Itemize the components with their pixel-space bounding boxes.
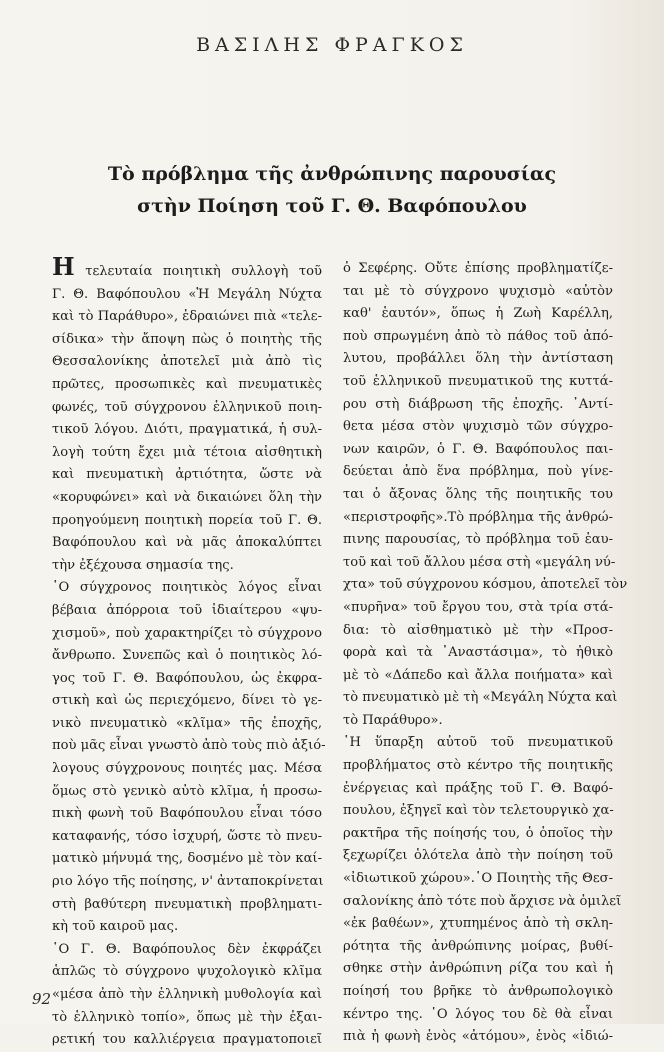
text-line: πρῶτες, προσωπικὲς καὶ πνευματικὲς bbox=[52, 376, 322, 392]
text-line: φορὰ καὶ τὰ ᾿Αναστάσιμα», τὸ ἠθικὸ bbox=[343, 645, 613, 661]
text-line: χισμοῦ», ποὺ χαρακτηρίζει τὸ σύγχρονο bbox=[52, 625, 322, 641]
article-title bbox=[60, 158, 604, 222]
text-line: ρακτῆρα τῆς ποίησής του, ὁ ὁποῖος τὴν bbox=[343, 825, 613, 841]
text-line: ματικὸ μήνυμά της, δοσμένο μὲ τὸν καί- bbox=[52, 851, 322, 867]
text-line: λογους σύγχρονους ποιητές μας. Μέσα bbox=[52, 761, 322, 777]
text-line: κὴ τοῦ καιροῦ μας. bbox=[52, 919, 179, 935]
text-line: φωνές, τοῦ σύγχρονου ἑλληνικοῦ ποιη- bbox=[52, 399, 322, 415]
text-line: «κορυφώνει» καὶ νὰ δικαιώνει ὅλη τὴν bbox=[52, 489, 322, 505]
text-line: Θεσσαλονίκης ἀποτελεῖ μιὰ ἀπὸ τὶς bbox=[52, 354, 322, 370]
text-line: πικὴ φωνὴ τοῦ Βαφόπουλου εἶναι τόσο bbox=[52, 806, 322, 822]
drop-cap: Η bbox=[52, 252, 75, 281]
text-line: ριο λόγο τῆς ποίησης, ν' ἀνταποκρίνεται bbox=[52, 874, 324, 890]
text-line: δια: τὸ αἰσθηματικὸ μὲ τὴν «Προσ- bbox=[343, 622, 613, 638]
text-line-content: τελευταία ποιητικὴ συλλογὴ τοῦ bbox=[74, 264, 322, 279]
text-line: ῾Ο σύγχρονος ποιητικὸς λόγος εἶναι bbox=[52, 580, 322, 596]
text-line: ποίησή του βρῆκε τὸ ἀνθρωπολογικὸ bbox=[343, 984, 613, 999]
text-line: Γ. Θ. Βαφόπουλου «Ἡ Μεγάλη Νύχτα bbox=[52, 286, 322, 302]
text-line: ρότητα τῆς ἀνθρώπινης μοίρας, βυθί- bbox=[343, 938, 613, 954]
left-text-column bbox=[52, 252, 326, 1052]
text-line: ποὺ σπρωγμένη ἀπὸ τὸ πάθος τοῦ ἀπό- bbox=[343, 328, 613, 344]
text-line: ῾Η ὕπαρξη αὐτοῦ τοῦ πνευματικοῦ bbox=[343, 735, 613, 751]
text-line: ται ὁ ἄξονας ὅλης τῆς ποιητικῆς του bbox=[343, 486, 613, 502]
running-header-author: ΒΑΣΙΛΗΣ ΦΡΑΓΚΟΣ bbox=[196, 34, 468, 56]
text-line: πουλου, ἐξηγεῖ καὶ τὸν τελετουργικὸ χα- bbox=[343, 803, 614, 819]
text-line: «περιστροφῆς».Τὸ πρόβλημα τῆς ἀνθρώ- bbox=[343, 509, 613, 525]
text-line: ὁ Σεφέρης. Οὔτε ἐπίσης προβληματίζε- bbox=[343, 261, 613, 276]
text-line: ρετική του καλλιέργεια πραγματοποιεῖ bbox=[52, 1032, 322, 1048]
text-line: χτα» τοῦ σύγχρονου κόσμου, ἀποτελεῖ τὸν bbox=[343, 577, 628, 593]
text-line: μὲ τὸ «Δάπεδο καὶ ἄλλα ποιήματα» καὶ bbox=[343, 667, 613, 683]
text-line: τοῦ καὶ τοῦ ἄλλου μέσα στὴ «μεγάλη νύ- bbox=[343, 554, 616, 570]
text-line: «ἰδιωτικοῦ χώρου».῾Ο Ποιητὴς τῆς Θεσ- bbox=[343, 871, 613, 887]
text-line: τὸ πνευματικὸ μὲ τὴ «Μεγάλη Νύχτα καὶ bbox=[343, 690, 618, 706]
text-line: «πυρῆνα» τοῦ ἔργου του, στὰ τρία στά- bbox=[343, 599, 613, 615]
text-line: στὴ βαθύτερη πνευματικὴ προβληματι- bbox=[52, 896, 322, 912]
page-number: 92 bbox=[32, 990, 52, 1008]
text-line: καταφανής, τόσο ἰσχυρή, ὥστε τὸ πνευ- bbox=[52, 828, 322, 844]
text-line: ἄνθρωπο. Συνεπῶς καὶ ὁ ποιητικὸς λό- bbox=[52, 648, 322, 664]
text-line: καὶ τὸ Παράθυρο», ἑδραιώνει πιὰ «τελε- bbox=[52, 309, 322, 325]
text-line: σθηκε στὴν ἀνθρώπινη ρίζα του καὶ ἡ bbox=[343, 961, 613, 977]
right-text-column bbox=[343, 258, 628, 1049]
text-line: τὴν ἐξέχουσα σημασία της. bbox=[52, 557, 234, 573]
text-line: σίδικα» τὴν ἄποψη πὼς ὁ ποιητὴς τῆς bbox=[52, 331, 322, 347]
text-line: καὶ πνευματικὴ ἀρτιότητα, ὥστε νὰ bbox=[52, 467, 322, 483]
text-line: πινης παρουσίας, τὸ πρόβλημα τοῦ ἑαυ- bbox=[343, 532, 613, 548]
text-line: τὸ ἑλληνικὸ τοπίο», ὅπως μὲ τὴν ἐξαι- bbox=[52, 1009, 322, 1025]
text-line: ἁπλῶς τὸ σύγχρονο ψυχολογικὸ κλῖμα bbox=[52, 964, 322, 980]
text-line: «μέσα ἀπὸ τὴν ἑλληνικὴ μυθολογία καὶ bbox=[52, 987, 322, 1002]
text-line: δεύεται ἀπὸ ἕνα πρόβλημα, ποὺ γίνε- bbox=[343, 464, 613, 480]
text-line: βέβαια ἀπόρροια τοῦ ἰδιαίτερου «ψυ- bbox=[52, 602, 322, 618]
text-line: ξεχωρίζει ὁλότελα ἀπὸ τὴν ποίηση τοῦ bbox=[343, 848, 613, 864]
text-line: θετα μέσα στὸν ψυχισμὸ τῶν σύγχρο- bbox=[343, 419, 613, 435]
text-line: νικὸ πνευματικὸ «κλῖμα» τῆς ἐποχῆς, bbox=[52, 715, 322, 731]
text-line: προβλήματος στὸ κέντρο τῆς ποιητικῆς bbox=[343, 758, 613, 774]
text-line bbox=[52, 252, 322, 284]
text-line: λυτου, προβάλλει ὅλη τὴν ἀντίσταση bbox=[343, 351, 613, 367]
text-line: ῾Ο Γ. Θ. Βαφόπουλος δὲν ἐκφράζει bbox=[52, 941, 322, 957]
text-line: τὸ Παράθυρο». bbox=[343, 712, 443, 728]
text-line: τικοῦ λόγου. Διότι, πραγματικά, ἡ συλ- bbox=[52, 422, 322, 438]
text-line: κέντρο της. ῾Ο λόγος του δὲ θὰ εἶναι bbox=[343, 1006, 613, 1022]
text-line: λογὴ τούτη ἔχει μιὰ τέτοια αἰσθητικὴ bbox=[52, 444, 322, 460]
text-line: ρου στὴ διάβρωση τῆς ἐποχῆς. ᾿Αντί- bbox=[343, 396, 613, 412]
text-line: Βαφόπουλου καὶ νὰ μᾶς ἀποκαλύπτει bbox=[52, 535, 322, 551]
text-line: «ἐκ βαθέων», χτυπημένος ἀπὸ τὴ σκλη- bbox=[343, 916, 613, 932]
text-line: γος τοῦ Γ. Θ. Βαφόπουλου, ὡς ἐκφρα- bbox=[52, 670, 322, 686]
text-line: ἐνέργειας καὶ πράξης τοῦ Γ. Θ. Βαφό- bbox=[343, 780, 613, 796]
text-line: ὅμως στὸ γενικὸ αὐτὸ κλῖμα, ἡ προσω- bbox=[52, 783, 322, 799]
text-line: νων καιρῶν, ὁ Γ. Θ. Βαφόπουλος παι- bbox=[343, 441, 613, 457]
text-line: σαλονίκης ἀπὸ τότε ποὺ ἄρχισε νὰ ὁμιλεῖ bbox=[343, 893, 622, 909]
text-line: στικὴ καὶ ὡς περιεχόμενο, δίνει τὸ γε- bbox=[52, 693, 322, 709]
text-line: καθ' ἑαυτόν», ὅπως ἡ Ζωὴ Καρέλλη, bbox=[343, 306, 613, 322]
text-line: τοῦ ἑλληνικοῦ πνευματικοῦ της κυττά- bbox=[343, 373, 613, 389]
article-title-line-1: Τὸ πρόβλημα τῆς ἀνθρώπινης παρουσίας bbox=[107, 163, 557, 185]
text-line: ται μὲ τὸ σύγχρονο ψυχισμὸ «αὐτὸν bbox=[343, 283, 613, 299]
text-line: ποὺ μᾶς εἶναι γνωστὸ ἀπὸ τοὺς πιὸ ἀξιό- bbox=[52, 738, 326, 754]
text-line: πιὰ ἡ φωνὴ ἑνὸς «ἀτόμου», ἑνὸς «ἰδιώ- bbox=[343, 1029, 613, 1045]
article-title-line-2: στὴν Ποίηση τοῦ Γ. Θ. Βαφόπουλου bbox=[137, 195, 527, 217]
text-line: προηγούμενη ποιητικὴ πορεία τοῦ Γ. Θ. bbox=[52, 512, 322, 528]
